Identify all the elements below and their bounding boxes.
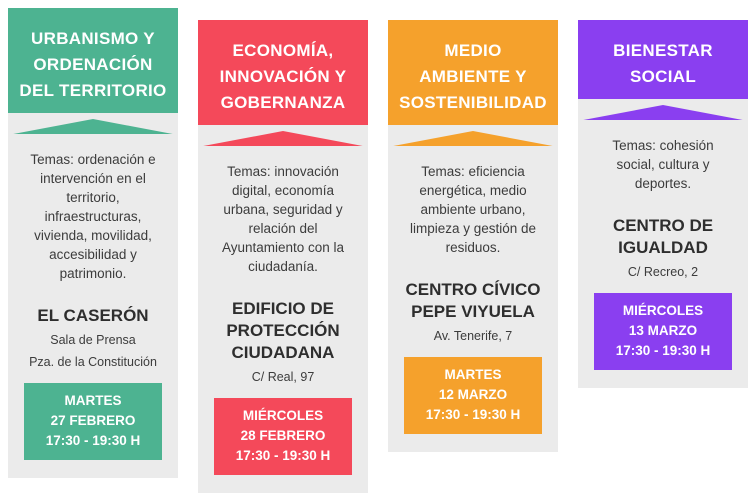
topic-card-economia — [198, 20, 368, 493]
card-day: MIÉRCOLES — [242, 408, 324, 423]
card-time: 17:30 - 19:30 H — [425, 407, 521, 422]
card-body-urbanismo — [8, 134, 178, 478]
card-date-box — [404, 357, 542, 434]
card-topics: Temas: innovación digital, economía urbana, seguridad y relación del Ayuntamiento con la ciudadanía. — [221, 164, 345, 274]
card-day: MARTES — [444, 367, 502, 382]
card-date: 13 MARZO — [628, 323, 698, 338]
card-body-bienestar — [578, 120, 748, 388]
card-venue-detail-1: Av. Tenerife, 7 — [433, 329, 513, 343]
card-venue: CENTRO CÍVICO PEPE VIYUELA — [405, 280, 541, 321]
card-venue: EDIFICIO DE PROTECCIÓN CIUDADANA — [226, 299, 340, 362]
card-day: MIÉRCOLES — [622, 303, 704, 318]
card-venue-detail-1: C/ Real, 97 — [251, 370, 315, 384]
card-header-economia — [198, 20, 368, 146]
topic-card-urbanismo — [8, 8, 178, 478]
card-topics: Temas: eficiencia energética, medio ambiente urbano, limpieza y gestión de residuos. — [409, 164, 537, 255]
card-header-urbanismo — [8, 8, 178, 134]
card-date: 12 MARZO — [438, 387, 508, 402]
card-date-box — [594, 293, 732, 370]
card-date-box — [214, 398, 352, 475]
card-venue-detail-2: Pza. de la Constitución — [29, 355, 157, 369]
topic-card-bienestar — [578, 20, 748, 388]
card-topics: Temas: cohesión social, cultura y deportes. — [612, 138, 714, 191]
card-title: BIENESTAR SOCIAL — [613, 41, 713, 86]
header-notch-icon — [8, 113, 178, 135]
header-notch-icon — [198, 125, 368, 147]
card-date-box — [24, 383, 162, 460]
card-date: 28 FEBRERO — [240, 428, 326, 443]
card-title: ECONOMÍA, INNOVACIÓN Y GOBERNANZA — [219, 41, 347, 112]
card-venue-detail-1: C/ Recreo, 2 — [627, 265, 699, 279]
card-venue: EL CASERÓN — [37, 306, 149, 325]
card-venue-detail-1: Sala de Prensa — [50, 333, 136, 347]
card-time: 17:30 - 19:30 H — [615, 343, 711, 358]
card-time: 17:30 - 19:30 H — [45, 433, 141, 448]
topic-card-medio-ambiente — [388, 20, 558, 452]
card-topics: Temas: ordenación e intervención en el territorio, infraestructuras, vivienda, movilidad, accesibilidad y patrimonio. — [30, 152, 156, 281]
header-notch-icon — [578, 99, 748, 121]
card-day: MARTES — [64, 393, 122, 408]
header-notch-icon — [388, 125, 558, 147]
card-body-economia — [198, 146, 368, 493]
card-venue: CENTRO DE IGUALDAD — [612, 216, 714, 257]
card-title: URBANISMO Y ORDENACIÓN DEL TERRITORIO — [19, 29, 167, 100]
card-header-medio-ambiente — [388, 20, 558, 146]
card-header-bienestar — [578, 20, 748, 120]
card-title: MEDIO AMBIENTE Y SOSTENIBILIDAD — [399, 41, 547, 112]
card-time: 17:30 - 19:30 H — [235, 448, 331, 463]
card-date: 27 FEBRERO — [50, 413, 136, 428]
card-body-medio-ambiente — [388, 146, 558, 452]
